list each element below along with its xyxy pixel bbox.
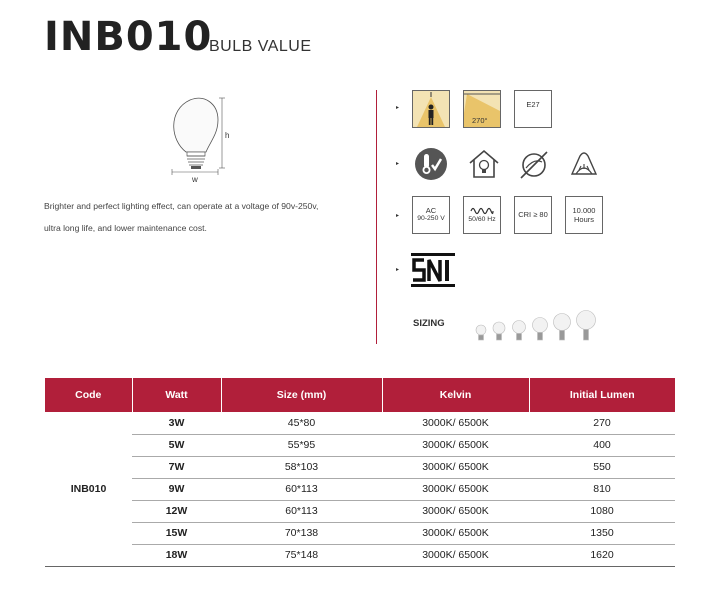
header-lumen: Initial Lumen [529,378,675,412]
table-row [45,412,675,434]
table-row [45,434,675,456]
table-row [45,544,675,566]
description-line-1: Brighter and perfect lighting effect, can operate at a voltage of 90v-250v, [44,201,319,211]
kelvin-cell: 3000K/ 6500K [382,412,529,434]
table-row [45,500,675,522]
beam-angle-value: 270° [472,116,488,125]
height-label: h [225,131,230,140]
size-cell: 60*113 [221,500,382,522]
watt-cell: 15W [132,522,221,544]
kelvin-cell: 3000K/ 6500K [382,434,529,456]
product-subtitle: BULB VALUE [209,38,312,55]
row-marker-3: ▸ [396,213,400,219]
kelvin-cell: 3000K/ 6500K [382,456,529,478]
lumen-cell: 1350 [529,522,675,544]
table-row [45,478,675,500]
frequency-value: 50/60 Hz [468,215,496,223]
size-cell: 55*95 [221,434,382,456]
watt-cell: 18W [132,544,221,566]
lumen-cell: 1080 [529,500,675,522]
divider-line [376,90,377,344]
width-label: w [192,175,198,184]
beam-angle-icon [463,90,501,128]
size-cell: 58*103 [221,456,382,478]
watt-cell: 3W [132,412,221,434]
base-type-box [514,90,552,128]
product-description [44,196,354,240]
size-cell: 45*80 [221,412,382,434]
watt-cell: 12W [132,500,221,522]
voltage-range: 90-250 V [417,215,445,223]
size-cell: 60*113 [221,478,382,500]
description-line-2: ultra long life, and lower maintenance cost. [44,222,207,233]
sizing-bulbs-illustration [470,306,610,346]
sni-certification-logo [411,253,455,287]
header-watt: Watt [132,378,221,412]
ceiling-light-person-icon [412,90,450,128]
voltage-ac: AC [425,206,437,216]
kelvin-cell: 3000K/ 6500K [382,522,529,544]
home-bulb-icon [466,146,502,182]
row-marker-4: ▸ [396,267,400,273]
kelvin-cell: 3000K/ 6500K [382,500,529,522]
header-code: Code [45,378,132,412]
row-marker-2: ▸ [396,161,400,167]
lumen-cell: 1620 [529,544,675,566]
lifetime-unit: Hours [573,215,594,224]
header-size: Size (mm) [221,378,382,412]
lifetime-value: 10.000 [572,205,596,215]
cri-value: CRI ≥ 80 [518,210,548,220]
lumen-cell: 550 [529,456,675,478]
frequency-box [463,196,501,234]
lumen-cell: 400 [529,434,675,456]
voltage-box [412,196,450,234]
table-row [45,522,675,544]
product-code-title: INB010 [44,14,213,60]
lumen-cell: 810 [529,478,675,500]
kelvin-cell: 3000K/ 6500K [382,478,529,500]
sizing-label: SIZING [413,318,445,329]
bulb-dimension-drawing [160,90,240,185]
kelvin-cell: 3000K/ 6500K [382,544,529,566]
header-kelvin: Kelvin [382,378,529,412]
cri-box [514,196,552,234]
size-cell: 70*138 [221,522,382,544]
temperature-check-icon [413,146,449,182]
sine-wave-icon [470,206,494,216]
size-cell: 75*148 [221,544,382,566]
lumen-cell: 270 [529,412,675,434]
row-marker-1: ▸ [396,105,400,111]
spec-table [45,378,675,567]
watt-cell: 9W [132,478,221,500]
watt-cell: 7W [132,456,221,478]
code-cell: INB010 [45,412,132,566]
table-row [45,456,675,478]
lifetime-box [565,196,603,234]
light-beam-icon [566,146,602,182]
base-type-value: E27 [526,100,540,109]
table-header-row [45,378,675,412]
no-dimming-icon [516,146,552,182]
watt-cell: 5W [132,434,221,456]
